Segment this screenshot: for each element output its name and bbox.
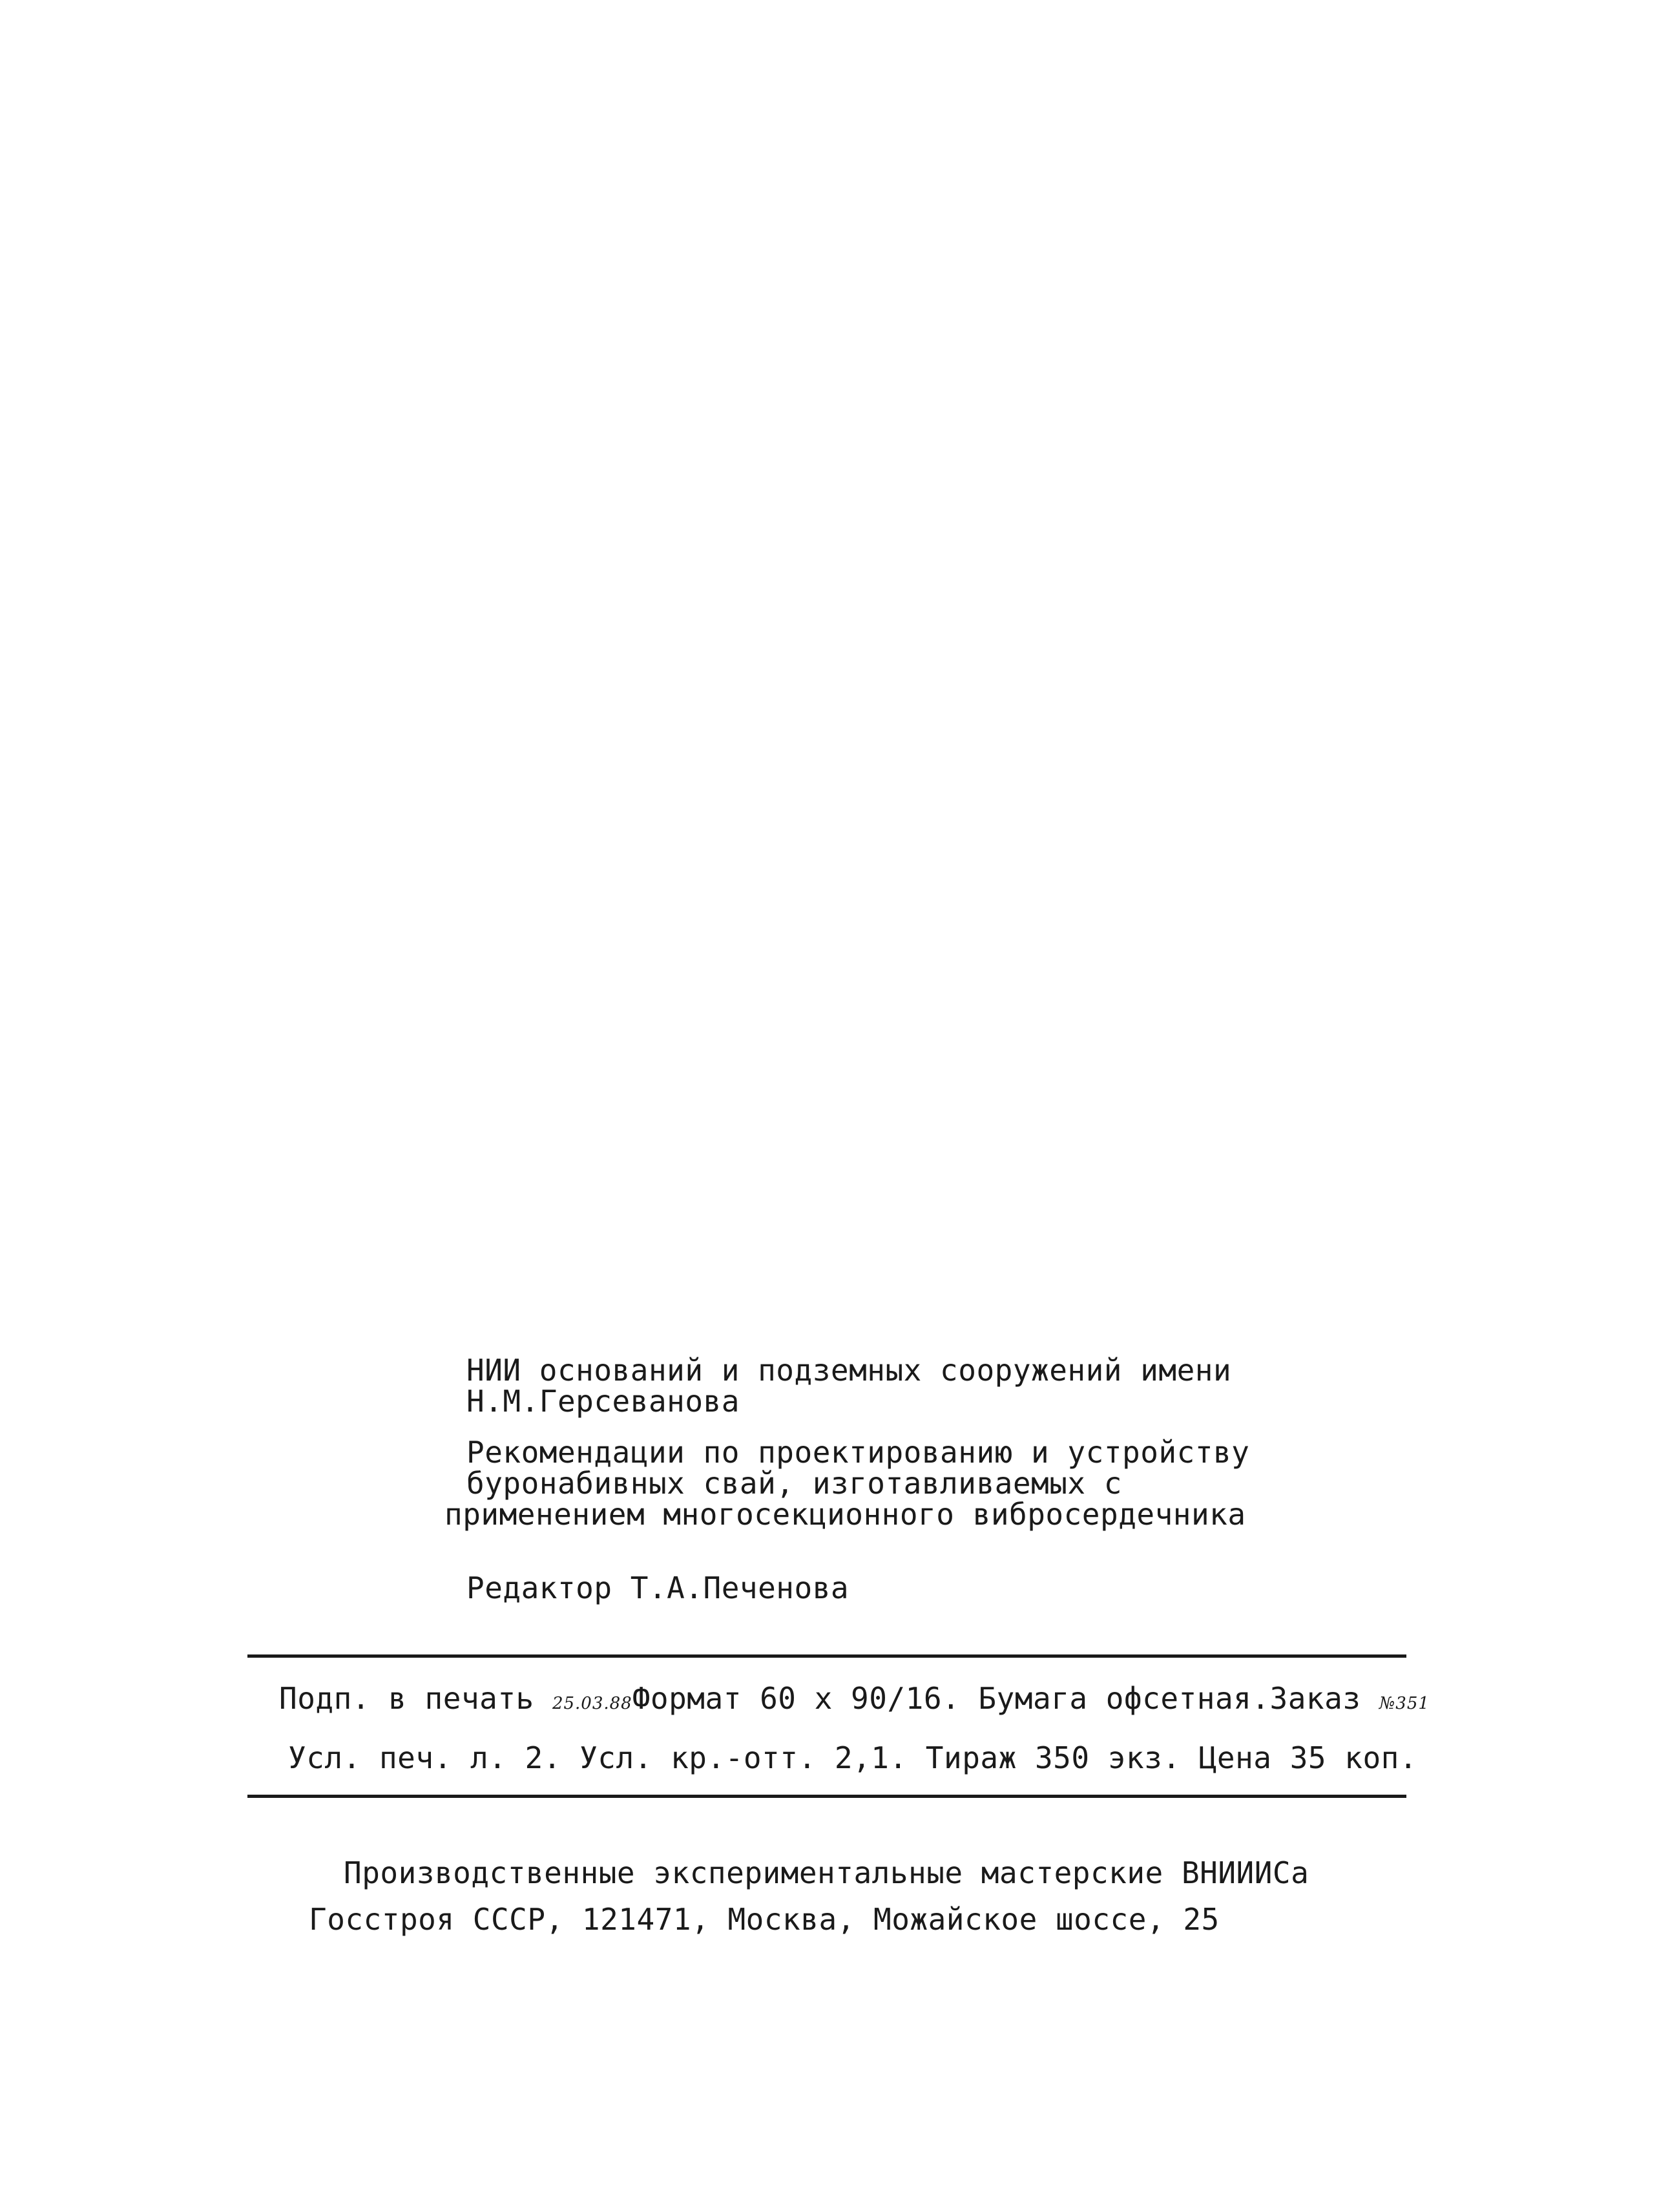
book-title-line2: буронабивных свай, изготавливаемых с <box>466 1466 1122 1501</box>
book-title-line3: применением многосекционного виброcердечника <box>444 1497 1246 1532</box>
imprint-line1 <box>279 1681 1430 1716</box>
institute-name-line2: Н.М.Герсеванова <box>466 1384 740 1419</box>
publisher-line1: Производственные экспериментальные мастерские ВНИИИСа <box>344 1855 1309 1890</box>
signed-label: Подп. в печать <box>279 1681 534 1716</box>
signed-date: 25.03.88 <box>552 1694 632 1713</box>
imprint-line2: Усл. печ. л. 2. Усл. кр.-отт. 2,1. Тираж 350 экз. Цена 35 коп. <box>288 1740 1418 1775</box>
institute-name-line1: НИИ оснований и подземных сооружений имени <box>466 1353 1232 1388</box>
order-number: №351 <box>1379 1694 1430 1713</box>
imprint-format-paper: Формат 60 x 90/16. Бумага офсетная.Заказ <box>632 1681 1361 1716</box>
editor-credit: Редактор Т.А.Печенова <box>466 1570 850 1605</box>
top-divider <box>247 1654 1406 1658</box>
book-title-line1: Рекомендации по проектированию и устройству <box>466 1435 1250 1470</box>
publisher-line2: Госстроя СССР, 121471, Москва, Можайское шоссе, 25 <box>309 1902 1220 1937</box>
bottom-divider <box>247 1795 1406 1798</box>
